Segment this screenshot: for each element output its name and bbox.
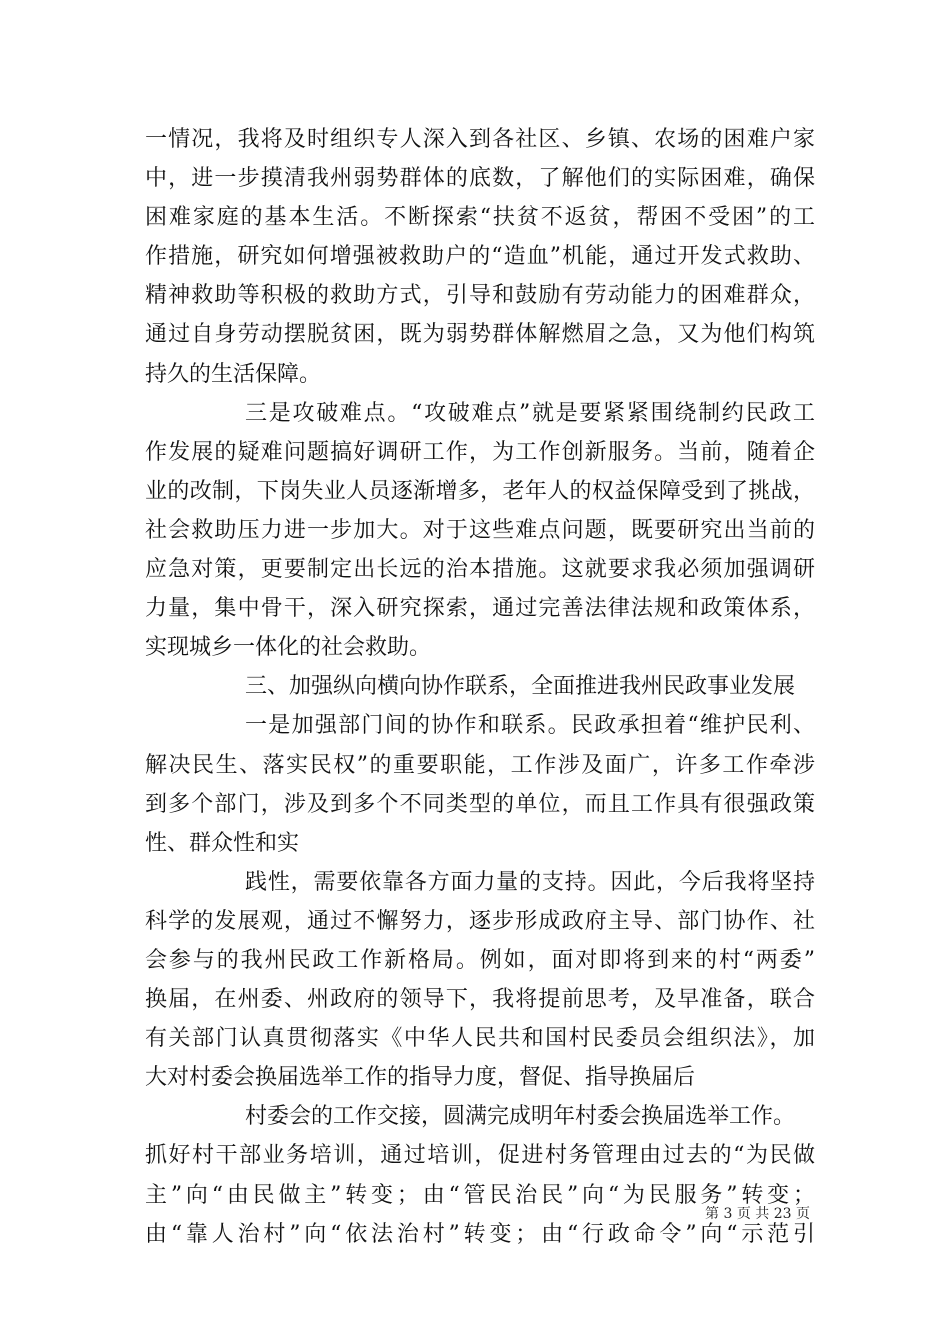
text-line: 业的改制，下岗失业人员逐渐增多，老年人的权益保障受到了挑战， bbox=[145, 478, 815, 504]
text-line: 大对村委会换届选举工作的指导力度，督促、指导换届后 bbox=[145, 1065, 696, 1091]
text-line: 主”向“由民做主”转变；由“管民治民”向“为民服务”转变； bbox=[145, 1182, 815, 1208]
text-line: 一是加强部门间的协作和联系。民政承担着“维护民利、 bbox=[245, 713, 815, 739]
text-line: 实现城乡一体化的社会救助。 bbox=[145, 635, 432, 661]
text-line: 力量，集中骨干，深入研究探索，通过完善法律法规和政策体系， bbox=[145, 596, 815, 622]
text-line: 困难家庭的基本生活。不断探索“扶贫不返贫，帮困不受困”的工 bbox=[145, 205, 815, 231]
text-line: 抓好村干部业务培训，通过培训，促进村务管理由过去的“为民做 bbox=[145, 1143, 815, 1169]
text-line: 会参与的我州民政工作新格局。例如，面对即将到来的村“两委” bbox=[145, 947, 815, 973]
text-line: 村委会的工作交接，圆满完成明年村委会换届选举工作。 bbox=[245, 1104, 796, 1130]
text-line: 精神救助等积极的救助方式，引导和鼓励有劳动能力的困难群众， bbox=[145, 283, 815, 309]
page-number-footer: 第 3 页 共 23 页 bbox=[705, 1206, 810, 1222]
section-heading: 三、加强纵向横向协作联系，全面推进我州民政事业发展 bbox=[245, 674, 796, 700]
text-line: 换届，在州委、州政府的领导下，我将提前思考，及早准备，联合 bbox=[145, 987, 815, 1013]
text-line: 由“靠人治村”向“依法治村”转变；由“行政命令”向“示范引 bbox=[145, 1221, 815, 1247]
text-line: 解决民生、落实民权”的重要职能，工作涉及面广，许多工作牵涉 bbox=[145, 752, 815, 778]
text-line: 一情况，我将及时组织专人深入到各社区、乡镇、农场的困难户家 bbox=[145, 127, 815, 152]
text-line: 应急对策，更要制定出长远的治本措施。这就要求我必须加强调研 bbox=[145, 557, 815, 583]
text-line: 持久的生活保障。 bbox=[145, 361, 322, 387]
text-line: 性、群众性和实 bbox=[145, 830, 300, 856]
text-line: 科学的发展观，通过不懈努力，逐步形成政府主导、部门协作、社 bbox=[145, 908, 815, 934]
text-line: 作措施，研究如何增强被救助户的“造血”机能，通过开发式救助、 bbox=[145, 244, 815, 270]
text-line: 三是攻破难点。“攻破难点”就是要紧紧围绕制约民政工 bbox=[245, 400, 815, 426]
text-line: 作发展的疑难问题搞好调研工作，为工作创新服务。当前，随着企 bbox=[145, 439, 815, 465]
text-line: 社会救助压力进一步加大。对于这些难点问题，既要研究出当前的 bbox=[145, 517, 815, 543]
text-line: 中，进一步摸清我州弱势群体的底数，了解他们的实际困难，确保 bbox=[145, 166, 815, 192]
body-text bbox=[145, 120, 815, 1254]
text-line: 践性，需要依靠各方面力量的支持。因此，今后我将坚持 bbox=[245, 869, 815, 895]
text-line: 有关部门认真贯彻落实《中华人民共和国村民委员会组织法》，加 bbox=[145, 1026, 815, 1052]
text-line: 到多个部门，涉及到多个不同类型的单位，而且工作具有很强政策 bbox=[145, 791, 815, 817]
text-line: 通过自身劳动摆脱贫困，既为弱势群体解燃眉之急，又为他们构筑 bbox=[145, 322, 815, 348]
